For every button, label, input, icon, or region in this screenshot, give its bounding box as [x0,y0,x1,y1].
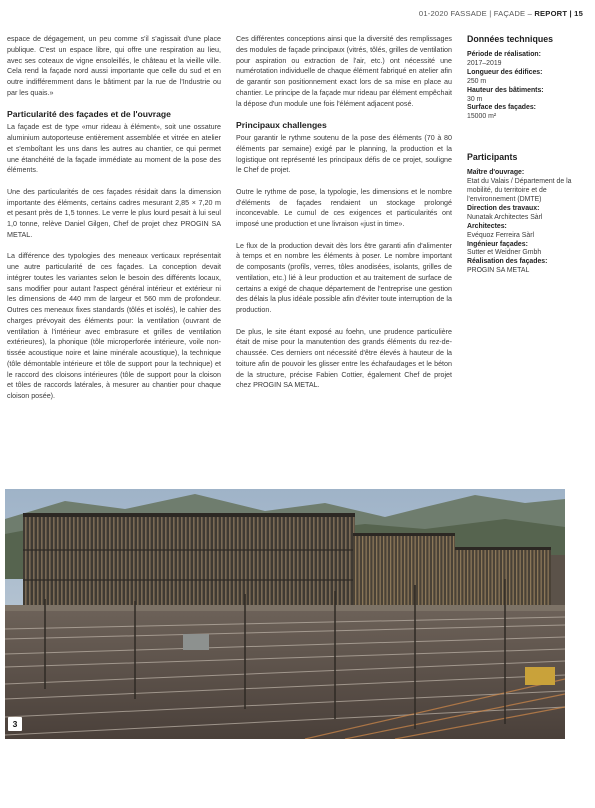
participant-role: Maître d'ouvrage: [467,169,525,177]
paragraph: Ces différentes conceptions ainsi que la diversité des remplissages des modules de façade principaux (vitrés, tôlés, grilles de ventilation pour aspiration ou extraction de l'air, etc.) ont nécessité une numérotation individuelle de chaque élément fabriqué en atelier afin de garantir son positionnement exact lors de sa mise en place au chantier. Le principe de la façade mur rideau par élément empêchait la dépose d'un module une fois l'élément adjacent posé. [236,35,452,108]
participant-name: PROGIN SA METAL [467,267,530,275]
tech-label: Hauteur des bâtiments: [467,86,544,94]
tech-label: Surface des façades: [467,104,536,112]
text-column-1 [7,34,221,413]
participant-role: Réalisation des façades: [467,258,548,266]
participants-title: Participants [467,152,518,163]
paragraph: Une des particularités de ces façades résidait dans la dimension importante des éléments, certains cadres mesurant 2,85 × 7,20 m et pesant près de 1,5 tonnes. Le verre le plus lourd pesait à lui seul 1,0 tonne, relève Daniel Gilgen, Chef de projet chez PROGIN SA METAL. [7,187,221,239]
participant-name: Etat du Valais / Département de la mobilité, du territoire et de l'environnement (DMTE) [467,178,572,203]
tech-value: 15000 m² [467,113,497,121]
building-photo [5,489,565,739]
participant-role: Ingénieur façades: [467,240,528,248]
tech-value: 30 m [467,95,483,103]
paragraph: espace de dégagement, un peu comme s'il s'agissait d'une place publique. C'est un espace libre, qui offre une respiration au lieu, avec ses coteaux de vigne ensoleillés, le château et la vieille ville. Cela rend la façade nord aussi importante que celle du sud et en outre indifféremment dans le bâtiment par la rue de l'Industrie ou par les quais.» [7,35,221,97]
participant-name: Sutter et Weidner Gmbh [467,249,542,257]
tech-item [467,104,585,122]
participant-item [467,223,585,241]
paragraph: Le flux de la production devait dès lors être garanti afin d'alimenter à temps et en nombre les éléments à poser. Le nombre important de composants (profils, verres, tôles anodisées, isolants, grilles de ventilation, etc.) lié à leur production et au traitement de surface de certains a exigé de chaque département de l'entreprise une gestion des délais la plus idéale possible afin d'éviter toute interruption de la production. [236,241,452,314]
issue-label: 01-2020 FASSADE | FAÇADE – [418,9,535,18]
tech-label: Longueur des édifices: [467,68,543,76]
tech-data-title: Données techniques [467,34,554,44]
tech-item [467,69,585,87]
paragraph: De plus, le site étant exposé au foehn, une prudence particulière était de mise pour la manutention des grands éléments du rez-de-chaussée. Ces derniers ont nécessité d'être élevés à hauteur de la toiture afin de pouvoir les glisser entre les échafaudages et le béton de la structure, précise Fabien Cottier, également Chef de projet chez PROGIN SA METAL. [236,327,452,390]
section-heading: Particularité des façades et de l'ouvrage [7,109,171,120]
participant-item [467,258,585,276]
figure-number: 3 [8,717,22,731]
railway-building-illustration [5,489,565,739]
participant-name: Evéquoz Ferreira Sàrl [467,231,535,239]
participant-item [467,205,585,223]
paragraph: La différence des typologies des meneaux verticaux représentait une autre particularité de ces façades. La conception devait intégrer toutes les variantes selon le besoin des différents locaux, sans modifier pour autant l'aspect général intérieur et extérieur ni les dimensions de 440 mm de largeur et 560 mm de profondeur. Outres ces meneaux fixes standards (tôlés et isolés), le cahier des charges prévoyait des éléments pour: la ventilation (ouvrant de ventilation à l'intérieur avec embrasure et grilles de ventilation extérieures), la phonique (tôle microperforée intérieure, voile non-tissée acoustique noire et laine minérale acoustique), la technique (tôle démontable intérieure et tôle de support pour la technique) et le raccord des cloisons intérieures (tôle de support pour la cloison et tôles de raccords latérales, à mesurer au chantier pour chaque cloison posée). [7,252,221,400]
participant-role: Direction des travaux: [467,204,540,212]
tech-item [467,87,585,105]
tech-value: 2017–2019 [467,59,502,67]
section-label: REPORT [534,9,568,18]
participant-role: Architectes: [467,222,507,230]
tech-label: Période de réalisation: [467,51,541,58]
section-heading: Principaux challenges [236,120,327,130]
participant-name: Nunatak Architectes Sàrl [467,213,543,221]
running-header [419,9,583,18]
sidebar-facts [467,34,585,276]
paragraph: La façade est de type «mur rideau à élément», soit une ossature aluminium autoporteuse entièrement assemblée et vitrée en atelier et s'emboîtant les uns dans les autres au chantier, ce qui permet une étanchéité de la façade immédiate au moment de la pose des éléments. [7,123,221,175]
tech-item [467,51,585,69]
page-number: | 15 [567,9,583,18]
tech-value: 250 m [467,77,487,85]
paragraph: Pour garantir le rythme soutenu de la pose des éléments (70 à 80 éléments par semaine) exigé par le planning, la production et la logistique ont représenté les principaux défis de ce projet, souligne le Chef de projet. [236,134,452,175]
participant-item [467,241,585,259]
participant-item [467,169,585,205]
text-column-2 [236,34,452,402]
paragraph: Outre le rythme de pose, la typologie, les dimensions et le nombre d'éléments de façades rendaient un stockage prolongé inconcevable. Le cumul de ces exigences et particularités ont imposé une production et une livraison «just in time». [236,187,452,228]
